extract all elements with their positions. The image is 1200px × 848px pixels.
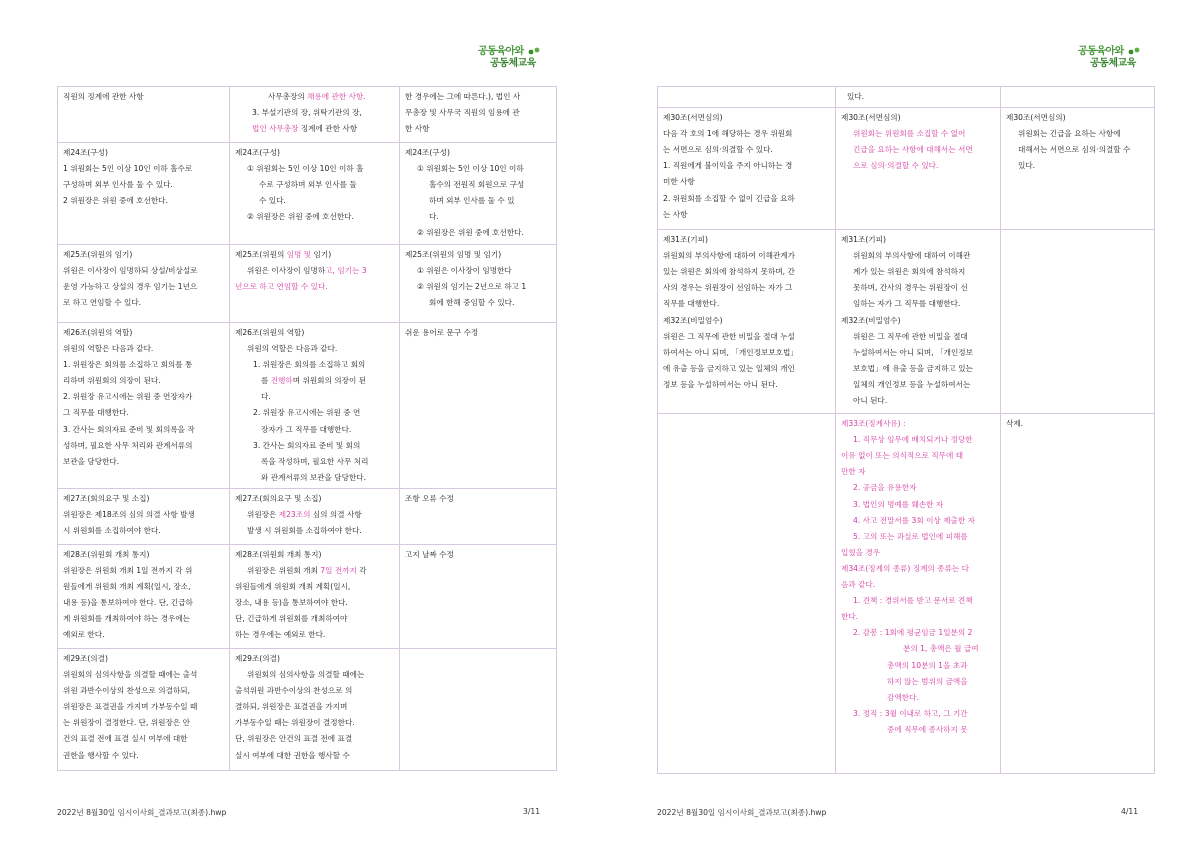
table-row bbox=[58, 489, 557, 545]
table-cell: 제28조(위원회 개최 통지) 위원장은 위원회 개최 1일 전까지 각 위 원들에게 위원회 개최 계획(일시, 장소, 내용 등)을 통보하여야 한다. 단, 긴급하 게 위원회를 개최하여야 하는 경우에는 예외로 한다. bbox=[58, 545, 230, 649]
table-cell: 제29조(의결) 위원회의 심의사항을 의결할 때에는 출석 위원 과반수이상의 찬성으로 의결하되, 위원장은 표결권을 가지며 가부동수일 때 는 위원장이 결정한다. 단, 위원장은 안 건의 표결 전에 표결 실시 여부에 대한 권한을 행사할 수 있다. bbox=[58, 649, 230, 771]
table-cell bbox=[1001, 230, 1155, 414]
table-row bbox=[658, 108, 1155, 230]
table-cell: 제30조(서면심의) 다음 각 호의 1에 해당하는 경우 위원회 는 서면으로 심의·의결할 수 있다. 1. 직원에게 불이익을 주지 아니하는 경 미한 사항 2. 위원회를 소집할 수 없이 긴급을 요하 는 사항 bbox=[658, 108, 836, 230]
table-cell: 제27조(회의요구 및 소집) 위원장은 제23조의 심의 의결 사항 발생 시 위원회를 소집하여야 한다. bbox=[230, 489, 400, 545]
table-cell: 제28조(위원회 개최 통지) 위원장은 위원회 개최 7일 전까지 각 위원들에게 위원회 개최 계획(일시, 장소, 내용 등)을 통보하여야 한다. 단, 긴급하게 위원회를 개최하여야 하는 경우에는 예외로 한다. bbox=[230, 545, 400, 649]
table-cell: 고지 날짜 수정 bbox=[400, 545, 557, 649]
logo-text-top: 공동육아와 bbox=[1078, 46, 1124, 57]
table-row bbox=[58, 87, 557, 143]
table-row bbox=[658, 414, 1155, 774]
table-cell bbox=[1001, 87, 1155, 108]
table-cell: 제29조(의결) 위원회의 심의사항을 의결할 때에는 출석위원 과반수이상의 찬성으로 의 결하되, 위원장은 표결권을 가지며 가부동수일 때는 위원장이 결정한다. 단, 위원장은 안건의 표결 전에 표결 실시 여부에 대한 권한을 행사할 수 bbox=[230, 649, 400, 771]
table-cell: 제33조(징계사유) : 1. 직무상 임무에 배치되거나 정당한 이유 없이 또는 의식적으로 직무에 태 만한 자 2. 공금을 유용한자 3. 법인의 명예를 훼손한 자 4. 사고 전말서를 3회 이상 제출한 자 5. 고의 또는 과실로 법인에 피해를 입혔을 경우 제34조(징계의 종류) 징계의 종류는 다 음과 같다. 1. 견책 : 경위서를 받고 문서로 견책 한다. 2. 감봉 : 1회에 평균임금 1일분의 2 분의 1, 총액은 월 급여 총액의 10분의 1을 초과 하지 않는 범위의 금액을 감액한다. 3. 정직 : 3월 이내로 하고, 그 기간 중에 직무에 종사하지 못 bbox=[836, 414, 1001, 774]
footer-page-number: 4/11 bbox=[1121, 807, 1139, 816]
table-cell: 직원의 징계에 관한 사항 bbox=[58, 87, 230, 143]
table-cell: 제26조(위원의 역할) 위원의 역할은 다음과 같다. 1. 위원장은 회의를 소집하고 회의 를 진행하며 위원회의 의장이 된 다. 2. 위원장 유고시에는 위원 중 연 장자가 그 직무를 대행한다. 3. 간사는 회의자료 준비 및 회의 록을 작성하며, 필요한 사무 처리 와 관계서류의 보관을 담당한다. bbox=[230, 323, 400, 489]
logo-text-top: 공동육아와 bbox=[478, 46, 524, 57]
table-cell: 제26조(위원의 역할) 위원의 역할은 다음과 같다. 1. 위원장은 회의를 소집하고 회의를 통 리하며 위원회의 의장이 된다. 2. 위원장 유고시에는 위원 중 연장자가 그 직무를 대행한다. 3. 간사는 회의자료 준비 및 회의록을 작 성하며, 필요한 사무 처리와 관계서류의 보관을 담당한다. bbox=[58, 323, 230, 489]
table-cell: 제25조(위원의 임명 및 임기) ① 위원은 이사장이 임명한다 ② 위원의 임기는 2년으로 하고 1 회에 한해 중임할 수 있다. bbox=[400, 245, 557, 323]
table-row bbox=[658, 230, 1155, 414]
table-row bbox=[58, 245, 557, 323]
table-cell: 제24조(구성) 1 위원회는 5인 이상 10인 이하 홀수로 구성하며 외부 인사를 둘 수 있다. 2 위원장은 위원 중에 호선한다. bbox=[58, 143, 230, 245]
table-row bbox=[58, 545, 557, 649]
table-cell: 제24조(구성) ① 위원회는 5인 이상 10인 이하 홀 수로 구성하며 외부 인사를 둘 수 있다. ② 위원장은 위원 중에 호선한다. bbox=[230, 143, 400, 245]
table-cell: 제30조(서면심의) 위원회는 위원회를 소집할 수 없어 긴급을 요하는 사항에 대해서는 서면 으로 심의·의결할 수 있다. bbox=[836, 108, 1001, 230]
table-cell bbox=[658, 87, 836, 108]
table-cell: 쉬운 용어로 문구 수정 bbox=[400, 323, 557, 489]
table-cell: 제30조(서면심의) 위원회는 긴급을 요하는 사항에 대해서는 서면으로 심의·의결할 수 있다. bbox=[1001, 108, 1155, 230]
comparison-table bbox=[57, 86, 557, 771]
footer-filename: 2022년 8월30일 임시이사회_결과보고(최종).hwp bbox=[657, 808, 827, 817]
comparison-table bbox=[657, 86, 1155, 774]
table-cell bbox=[400, 649, 557, 771]
table-cell: 삭제. bbox=[1001, 414, 1155, 774]
org-logo bbox=[1078, 40, 1158, 70]
leaf-icon bbox=[527, 46, 541, 58]
table-row bbox=[58, 323, 557, 489]
table-cell bbox=[658, 414, 836, 774]
logo-text-bottom: 공동체교육 bbox=[490, 58, 536, 69]
table-cell: 사무총장의 채용에 관한 사항. 3. 부설기관의 장, 위탁기관의 장, 법인 사무총장 징계에 관한 사항 bbox=[230, 87, 400, 143]
table-row bbox=[58, 143, 557, 245]
table-cell: 한 경우에는 그에 따른다.), 법인 사 무총장 및 사무국 직원의 임용에 관 한 사항 bbox=[400, 87, 557, 143]
table-cell: 제25조(위원의 임명 및 임기) 위원은 이사장이 임명하고, 임기는 3 년으로 하고 연임할 수 있다. bbox=[230, 245, 400, 323]
table-cell: 제31조(기피) 위원회의 부의사항에 대하여 이해관계가 있는 위원은 회의에 참석하지 못하며, 간 사의 경우는 위원장이 선임하는 자가 그 직무를 대행한다. 제32조(비밀엄수) 위원은 그 직무에 관한 비밀을 절대 누설 하여서는 아니 되며, 「개인정보보호법」 에 유출 등을 금지하고 있는 일체의 개인 정보 등을 누설하여서는 아니 된다. bbox=[658, 230, 836, 414]
table-cell: 제25조(위원의 임기) 위원은 이사장이 임명하되 상설/비상설로 운영 가능하고 상설의 경우 임기는 1년으 로 하고 연임할 수 있다. bbox=[58, 245, 230, 323]
leaf-icon bbox=[1127, 46, 1141, 58]
table-row bbox=[58, 649, 557, 771]
table-cell: 제27조(회의요구 및 소집) 위원장은 제18조의 심의 의결 사항 발생 시 위원회를 소집하여야 한다. bbox=[58, 489, 230, 545]
table-row bbox=[658, 87, 1155, 108]
table-cell: 있다. bbox=[836, 87, 1001, 108]
logo-text-bottom: 공동체교육 bbox=[1090, 58, 1136, 69]
footer-filename: 2022년 8월30일 임시이사회_결과보고(최종).hwp bbox=[57, 808, 227, 817]
table-cell: 제24조(구성) ① 위원회는 5인 이상 10인 이하 홀수의 전원직 회원으로 구성 하며 외부 인사를 둘 수 있 다. ② 위원장은 위원 중에 호선한다. bbox=[400, 143, 557, 245]
table-cell: 제31조(기피) 위원회의 부의사항에 대하여 이해관 계가 있는 위원은 회의에 참석하지 못하며, 간사의 경우는 위원장이 선 임하는 자가 그 직무를 대행한다. 제32조(비밀엄수) 위원은 그 직무에 관한 비밀을 절대 누설하여서는 아니 되며, 「개인정보 보호법」에 유출 등을 금지하고 있는 일체의 개인정보 등을 누설하여서는 아니 된다. bbox=[836, 230, 1001, 414]
footer-page-number: 3/11 bbox=[523, 807, 541, 816]
table-cell: 조항 오류 수정 bbox=[400, 489, 557, 545]
document-page-right bbox=[600, 0, 1200, 848]
org-logo bbox=[478, 40, 558, 70]
